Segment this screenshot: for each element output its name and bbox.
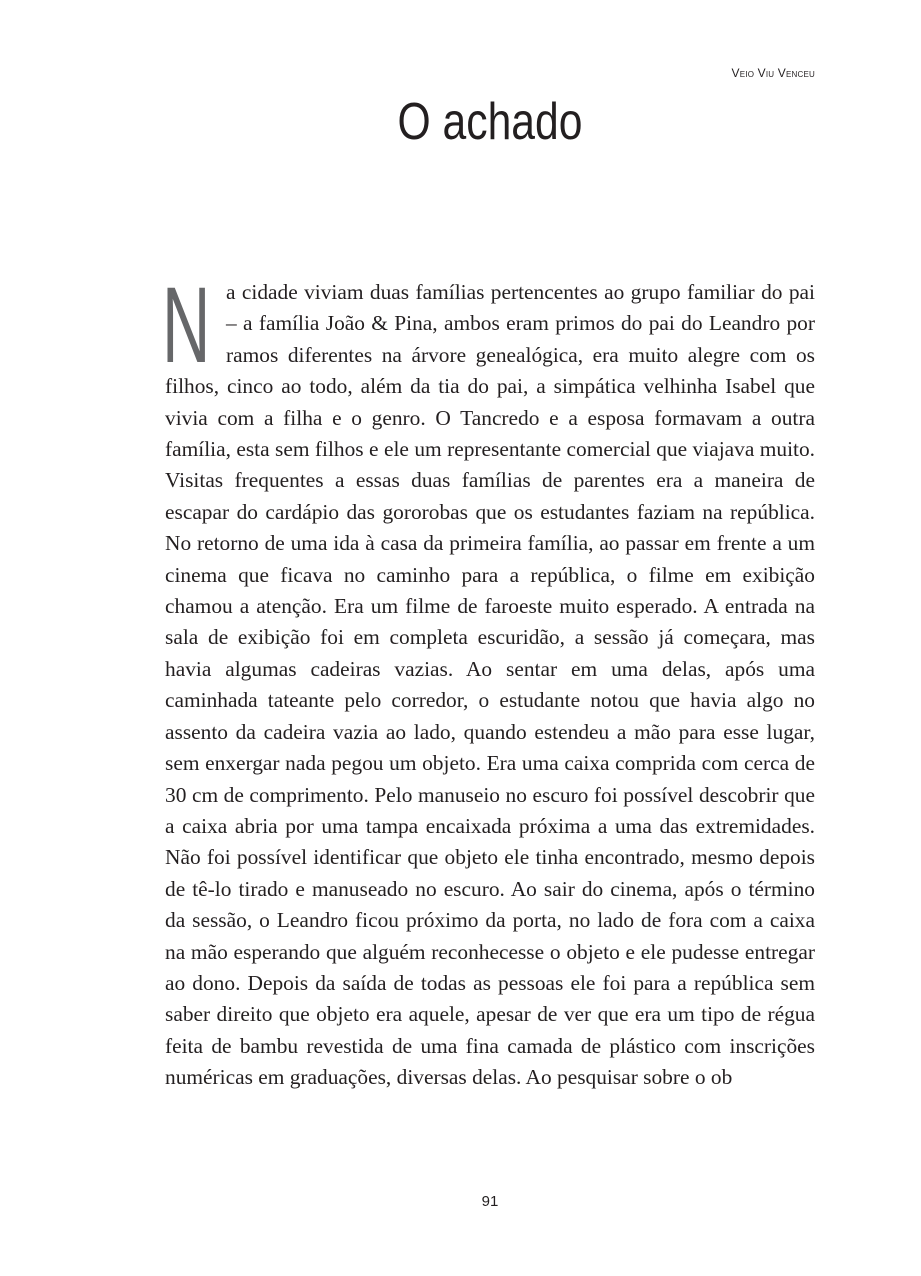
body-paragraph: [162, 264, 815, 1094]
paragraph-text: a cidade viviam duas famílias pertencentes ao grupo familiar do pai – a família João & Pina, ambos eram primos do pai do Leandro por ramos diferentes na árvore genealógica, era muito alegre com os filhos, cinco ao todo, além da tia do pai, a simpática velhinha Isabel que vivia com a filha e o genro. O Tancredo e a esposa formavam a outra família, esta sem filhos e ele um representante comercial que viajava muito. Visitas frequentes a essas duas famílias de parentes era a maneira de escapar do cardápio das gororobas que os estudantes faziam na república. No retorno de uma ida à casa da primeira família, ao passar em frente a um cinema que ficava no caminho para a república, o filme em exibição chamou a atenção. Era um filme de faroeste muito esperado. A entrada na sala de exibição foi em completa escuridão, a sessão já começara, mas havia algumas cadeiras vazias. Ao sentar em uma delas, após uma caminhada tateante pelo corredor, o estudante notou que havia algo no assento da cadeira vazia ao lado, quando estendeu a mão para esse lugar, sem enxergar nada pegou um objeto. Era uma caixa comprida com cerca de 30 cm de comprimento. Pelo manuseio no escuro foi possível descobrir que a caixa abria por uma tampa encaixada próxima a uma das extremidades. Não foi possível identificar que objeto ele tinha encontrado, mesmo depois de tê-lo tirado e manuseado no escuro. Ao sair do cinema, após o término da sessão, o Leandro ficou próximo da porta, no lado de fora com a caixa na mão esperando que alguém reconhecesse o objeto e ele pudesse entregar ao dono. Depois da saída de todas as pessoas ele foi para a república sem saber direito que objeto era aquele, apesar de ver que era um tipo de régua feita de bambu revestida de uma fina camada de plástico com inscrições numéricas em graduações, diversas delas. Ao pesquisar sobre o ob: [165, 280, 815, 1090]
running-header: Veio Viu Venceu: [731, 66, 815, 80]
chapter-title: O achado: [397, 93, 583, 151]
drop-cap: N: [162, 264, 211, 385]
page-number: 91: [481, 1193, 499, 1210]
